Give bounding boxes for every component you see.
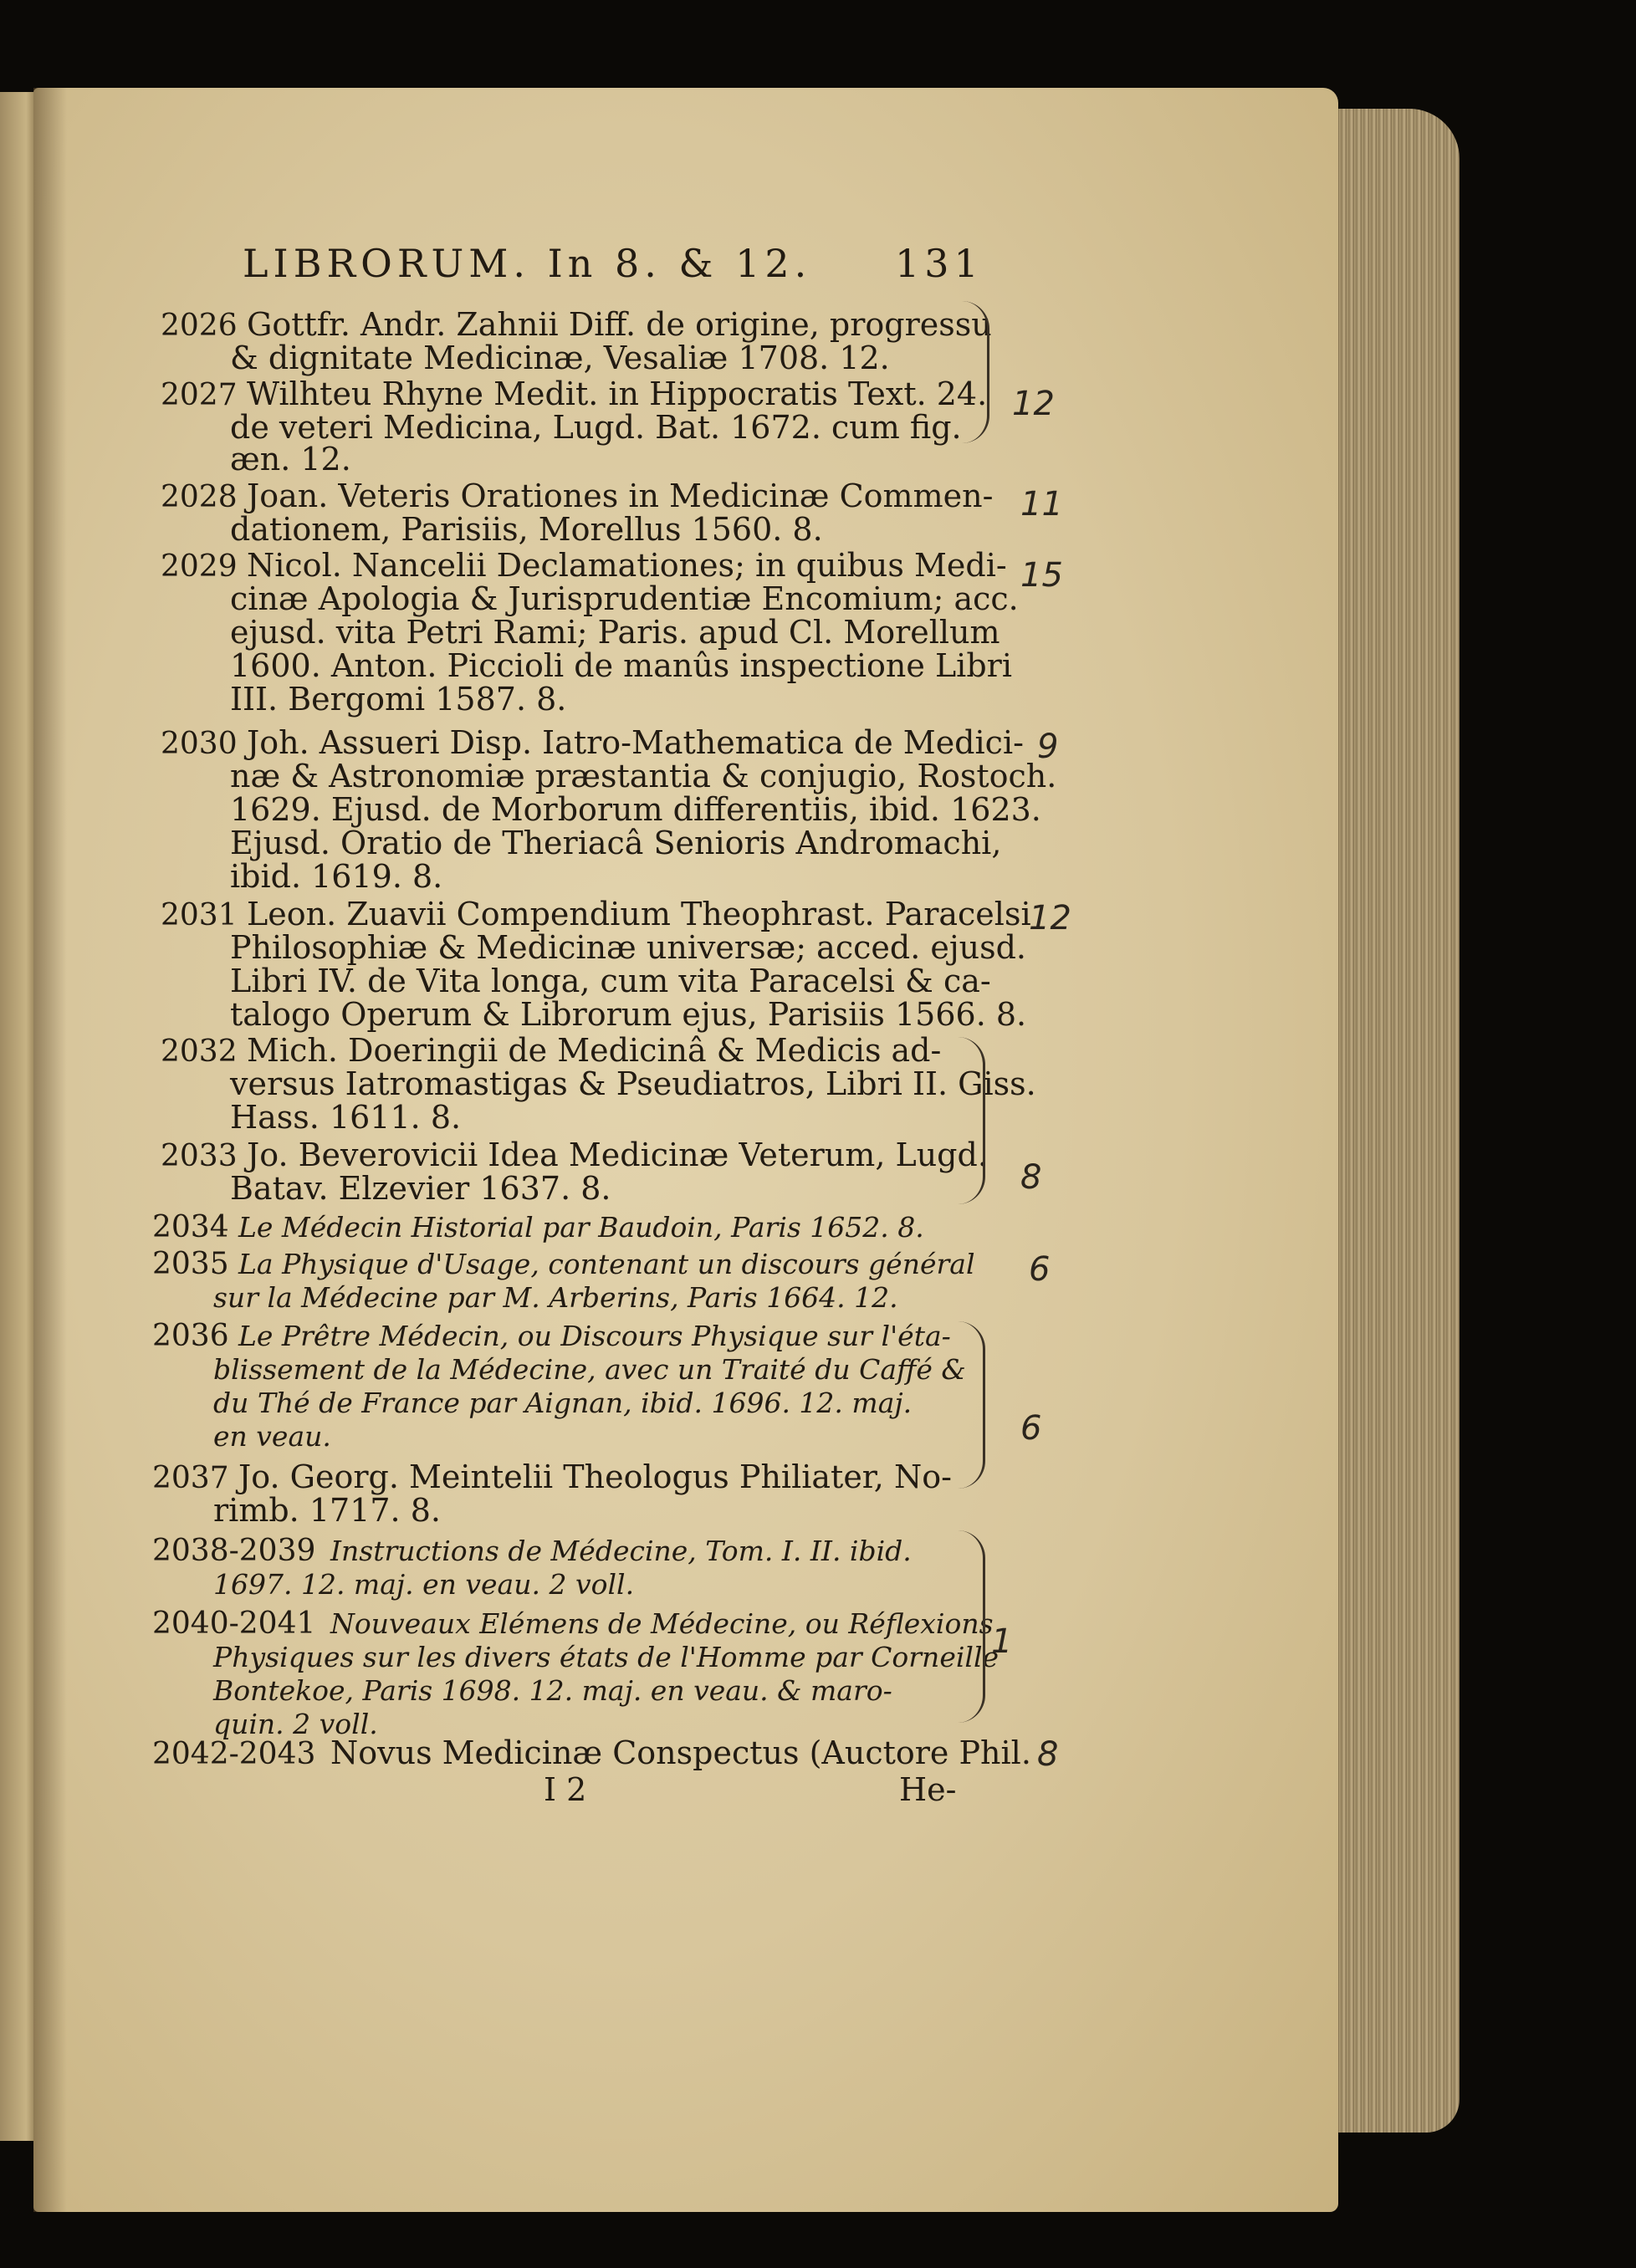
- entry-line: rimb. 1717. 8.: [213, 1492, 441, 1529]
- entry-line: 1697. 12. maj. en veau. 2 voll.: [213, 1568, 635, 1601]
- entry-line: Leon. Zuavii Compendium Theophrast. Paracelsi: [247, 896, 1031, 932]
- entry-line: Joan. Veteris Orationes in Medicinæ Commen-: [247, 478, 994, 514]
- entry-line: Gottfr. Andr. Zahnii Diff. de origine, progressu: [247, 306, 992, 343]
- entry-line: en veau.: [213, 1420, 331, 1453]
- entry-line: talogo Operum & Librorum ejus, Parisiis 1566. 8.: [230, 996, 1027, 1033]
- entry-line: Novus Medicinæ Conspectus (Auctore Phil.: [330, 1734, 1031, 1771]
- entry-line: Jo. Beverovicii Idea Medicinæ Veterum, Lugd.: [247, 1137, 988, 1173]
- entry-line: Batav. Elzevier 1637. 8.: [230, 1170, 611, 1207]
- entry-line: Wilhteu Rhyne Medit. in Hippocratis Text. 24.: [247, 375, 988, 412]
- entry-line: Bontekoe, Paris 1698. 12. maj. en veau. & maro-: [213, 1674, 892, 1707]
- entry-number: 2042-2043: [152, 1737, 316, 1771]
- ink-bracket: [958, 1321, 985, 1489]
- entry-line: & dignitate Medicinæ, Vesaliæ 1708. 12.: [230, 340, 890, 376]
- page-number: 131: [895, 241, 984, 286]
- entry-line: 1600. Anton. Piccioli de manûs inspectione Libri: [230, 647, 1012, 684]
- entry-line: de veteri Medicina, Lugd. Bat. 1672. cum fig.: [230, 409, 962, 446]
- entry-number: 2030: [161, 727, 238, 761]
- margin-price: 8: [1020, 1158, 1042, 1197]
- entry-line: Joh. Assueri Disp. Iatro-Mathematica de Medici-: [247, 724, 1024, 761]
- entry-line: Mich. Doeringii de Medicinâ & Medicis ad-: [247, 1032, 942, 1069]
- entry-line: næ & Astronomiæ præstantia & conjugio, Rostoch.: [230, 758, 1057, 794]
- entry-line: Physiques sur les divers états de l'Homme par Corneille: [213, 1641, 999, 1673]
- ink-bracket: [958, 1037, 985, 1204]
- entry-number: 2027: [161, 378, 238, 412]
- entry-line: Nouveaux Elémens de Médecine, ou Réflexions: [330, 1607, 994, 1640]
- ink-bracket: [962, 301, 989, 443]
- ink-bracket: [958, 1530, 985, 1723]
- entry-line: Ejusd. Oratio de Theriacâ Senioris Andromachi,: [230, 825, 1002, 861]
- margin-price: 12: [1012, 385, 1055, 423]
- entry-line: ejusd. vita Petri Rami; Paris. apud Cl. Morellum: [230, 614, 1000, 651]
- margin-price: 6: [1029, 1250, 1051, 1289]
- entry-line: ibid. 1619. 8.: [230, 858, 443, 895]
- margin-price: 8: [1037, 1735, 1059, 1774]
- entry-line: sur la Médecine par M. Arberins, Paris 1664. 12.: [213, 1281, 898, 1314]
- entry-line: dationem, Parisiis, Morellus 1560. 8.: [230, 511, 823, 548]
- margin-price: 9: [1037, 728, 1059, 766]
- entry-number: 2033: [161, 1139, 238, 1173]
- entry-line: Hass. 1611. 8.: [230, 1099, 462, 1136]
- entry-number: 2031: [161, 898, 238, 932]
- entry-number: 2038-2039: [152, 1534, 316, 1568]
- catchword: He-: [899, 1771, 957, 1808]
- entry-number: 2028: [161, 480, 238, 514]
- margin-price: 12: [1029, 899, 1071, 937]
- entry-line: Instructions de Médecine, Tom. I. II. ibid.: [330, 1535, 912, 1567]
- margin-price: 11: [1020, 485, 1063, 524]
- margin-price: 15: [1020, 556, 1063, 595]
- entry-line: III. Bergomi 1587. 8.: [230, 681, 567, 718]
- entry-line: du Thé de France par Aignan, ibid. 1696. 12. maj.: [213, 1387, 913, 1419]
- entry-line: 1629. Ejusd. de Morborum differentiis, ibid. 1623.: [230, 791, 1041, 828]
- entry-line: Jo. Georg. Meintelii Theologus Philiater, No-: [238, 1458, 952, 1495]
- entry-line: Philosophiæ & Medicinæ universæ; acced. ejusd.: [230, 929, 1027, 966]
- entry-number: 2034: [152, 1210, 229, 1244]
- entry-number: 2040-2041: [152, 1606, 316, 1641]
- entry-line: versus Iatromastigas & Pseudiatros, Libri II. Giss.: [230, 1065, 1036, 1102]
- entry-number: 2035: [152, 1247, 229, 1281]
- entry-number: 2032: [161, 1034, 238, 1069]
- entry-line: Libri IV. de Vita longa, cum vita Paracelsi & ca-: [230, 963, 991, 999]
- entry-line: Le Prêtre Médecin, ou Discours Physique sur l'éta-: [238, 1320, 951, 1352]
- entry-number: 2036: [152, 1319, 229, 1353]
- entry-line: blissement de la Médecine, avec un Traité du Caffé &: [213, 1353, 966, 1386]
- entry-line: La Physique d'Usage, contenant un discours général: [238, 1248, 975, 1280]
- entry-line: Le Médecin Historial par Baudoin, Paris 1652. 8.: [238, 1211, 924, 1244]
- margin-price: 1: [991, 1622, 1013, 1661]
- entry-line: cinæ Apologia & Jurisprudentiæ Encomium; acc.: [230, 580, 1019, 617]
- entry-line: æn. 12.: [230, 441, 351, 478]
- margin-price: 6: [1020, 1409, 1042, 1448]
- entry-number: 2026: [161, 309, 238, 343]
- entry-line: Nicol. Nancelii Declamationes; in quibus Medi-: [247, 547, 1007, 584]
- entry-number: 2029: [161, 549, 238, 584]
- entry-line: quin. 2 voll.: [213, 1708, 378, 1740]
- entry-number: 2037: [152, 1461, 229, 1495]
- running-header: LIBRORUM. In 8. & 12.: [243, 241, 812, 286]
- signature-mark: I 2: [544, 1771, 587, 1808]
